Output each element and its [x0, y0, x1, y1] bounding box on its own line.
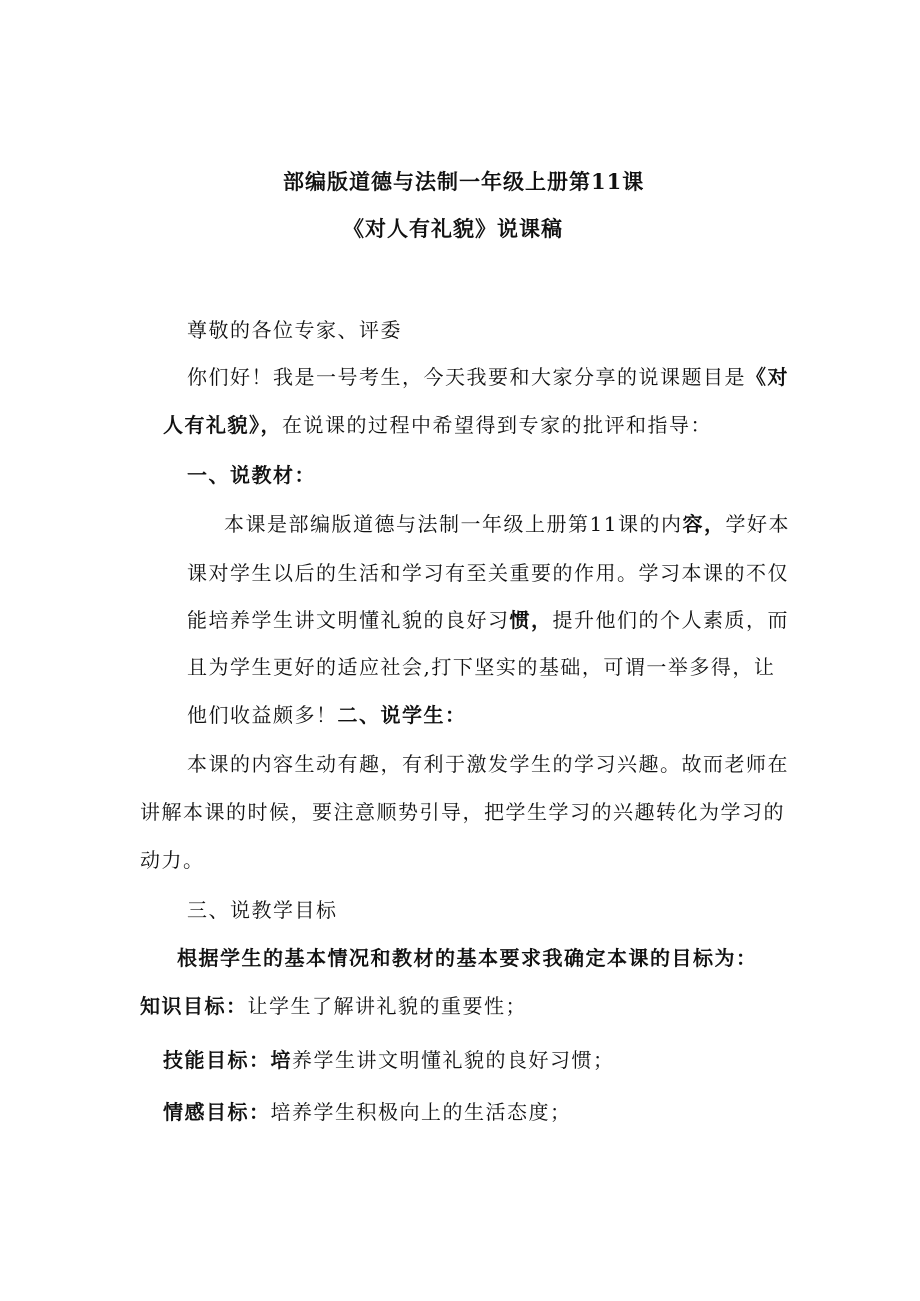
p1-text-end: 学好本: [725, 512, 790, 536]
intro-lesson-open: 《对: [746, 365, 789, 389]
paragraph-2-line-3: 动力。: [140, 848, 205, 872]
section-heading-materials: 一、说教材：: [187, 463, 316, 487]
goal-skill-label: 技能目标：: [163, 1048, 271, 1072]
paragraph-1-line-1: [224, 510, 790, 538]
intro-text: 你们好！我是一号考生，今天我要和大家分享的说课题目是: [187, 365, 746, 389]
goal-knowledge-label: 知识目标：: [140, 994, 248, 1018]
goal-knowledge: [140, 992, 527, 1020]
p1-l3-text: 能培养学生讲文明懂礼貌的良好习: [187, 608, 510, 632]
goals-intro: 根据学生的基本情况和教材的基本要求我确定本课的目标为：: [177, 946, 758, 970]
goal-emotion-label: 情感目标：: [163, 1100, 271, 1124]
goal-emotion: [163, 1098, 572, 1126]
paragraph-1-line-4: 且为学生更好的适应社会,打下坚实的基础，可谓一举多得，让: [187, 655, 776, 679]
goal-emotion-text: 培养学生积极向上的生活态度；: [270, 1100, 572, 1124]
doc-title-line-2: 《对人有礼貌》说课稿: [343, 216, 563, 241]
section-heading-goals: 三、说教学目标: [187, 898, 338, 922]
p1-l3-text-end: 提升他们的个人素质，而: [552, 608, 789, 632]
section-heading-students: 二、说学生：: [337, 703, 467, 727]
intro-line-2: [163, 411, 712, 439]
doc-title-line-1: 部编版道德与法制一年级上册第11课: [283, 169, 645, 194]
goal-skill-label-b: 培: [270, 1048, 292, 1072]
intro-line-1: [187, 363, 789, 391]
paragraph-2-line-2: 讲解本课的时候，要注意顺势引导，把学生学习的兴趣转化为学习的: [140, 800, 785, 824]
goal-knowledge-text: 让学生了解讲礼貌的重要性；: [247, 994, 527, 1018]
paragraph-1-line-2: 课对学生以后的生活和学习有至关重要的作用。学习本课的不仅: [187, 561, 789, 585]
p1-text: 本课是部编版道德与法制一年级上册第11课的内: [224, 512, 683, 536]
paragraph-2-line-1: 本课的内容生动有趣，有利于激发学生的学习兴趣。故而老师在: [187, 752, 789, 776]
intro-text-2: 在说课的过程中希望得到专家的批评和指导：: [282, 413, 712, 437]
p1-l5-text: 他们收益颇多！: [187, 703, 338, 727]
p1-bold: 容，: [682, 512, 726, 536]
paragraph-1-line-3: [187, 606, 789, 634]
p1-l3-bold: 惯，: [509, 608, 553, 632]
paragraph-1-line-5: [187, 701, 467, 729]
salutation: 尊敬的各位专家、评委: [187, 318, 402, 342]
goal-skill: [163, 1046, 615, 1074]
intro-lesson-close: 人有礼貌》，: [163, 413, 282, 437]
goal-skill-text: 养学生讲文明懂礼貌的良好习惯；: [292, 1048, 615, 1072]
